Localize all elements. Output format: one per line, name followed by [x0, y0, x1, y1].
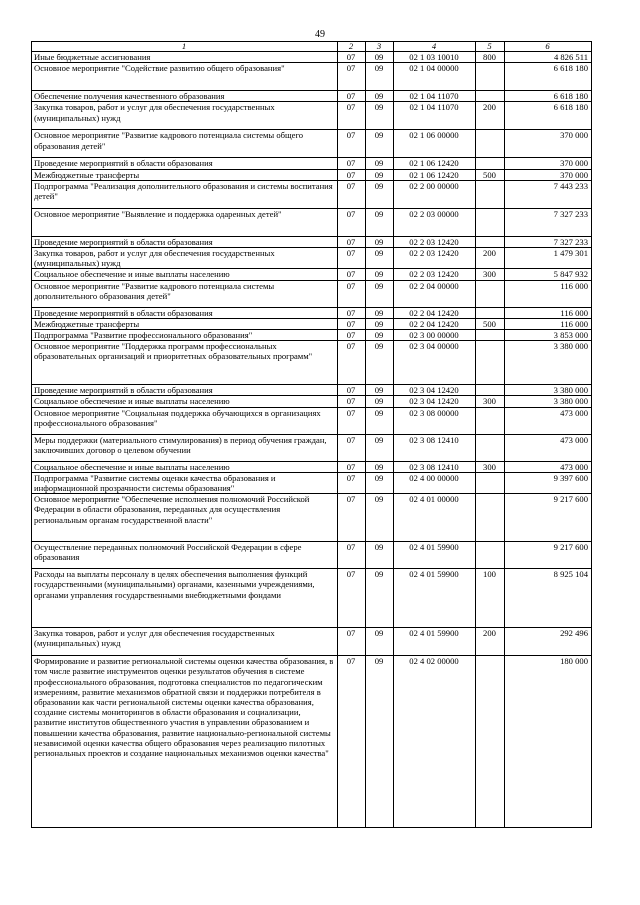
row-c3-cell: 09: [366, 307, 394, 318]
row-c2-cell: 07: [338, 52, 366, 63]
row-c5-cell: [476, 656, 505, 828]
row-c4-cell: 02 2 04 00000: [394, 280, 476, 307]
row-name-cell: Подпрограмма "Развитие системы оценки качества образования и информационной прозрачности системы образования": [32, 472, 338, 493]
row-name-cell: Проведение мероприятий в области образования: [32, 236, 338, 247]
row-name-cell: Основное мероприятие "Поддержка программ профессиональных образовательных организаций и приоритетных образовательных программ": [32, 341, 338, 385]
row-c5-cell: 200: [476, 102, 505, 130]
row-c5-cell: 200: [476, 248, 505, 269]
table-row: [32, 628, 592, 656]
table-row: [32, 248, 592, 269]
row-c5-cell: 300: [476, 269, 505, 280]
row-c5-cell: 100: [476, 569, 505, 628]
row-name-cell: Основное мероприятие "Социальная поддержка обучающихся в организациях профессионального образования": [32, 407, 338, 434]
row-c2-cell: 07: [338, 396, 366, 407]
row-name-cell: Меры поддержки (материального стимулирования) в период обучения граждан, заключивших договор о целевом обучении: [32, 434, 338, 461]
row-name-cell: Закупка товаров, работ и услуг для обеспечения государственных (муниципальных) нужд: [32, 628, 338, 656]
row-c2-cell: 07: [338, 102, 366, 130]
row-name-cell: Проведение мероприятий в области образования: [32, 307, 338, 318]
row-c2-cell: 07: [338, 169, 366, 180]
table-row: [32, 396, 592, 407]
table-row: [32, 434, 592, 461]
table-row: [32, 102, 592, 130]
row-c6-cell: 370 000: [505, 130, 592, 158]
row-c3-cell: 09: [366, 494, 394, 542]
header-cell: 3: [366, 42, 394, 52]
row-name-cell: Основное мероприятие "Выявление и поддержка одаренных детей": [32, 208, 338, 236]
row-c6-cell: 473 000: [505, 434, 592, 461]
row-c4-cell: 02 1 06 12420: [394, 169, 476, 180]
row-c6-cell: 3 853 000: [505, 330, 592, 341]
row-c6-cell: 8 925 104: [505, 569, 592, 628]
row-name-cell: Социальное обеспечение и иные выплаты населению: [32, 461, 338, 472]
row-c2-cell: 07: [338, 434, 366, 461]
row-c6-cell: 473 000: [505, 407, 592, 434]
row-c6-cell: 292 496: [505, 628, 592, 656]
row-c4-cell: 02 2 03 00000: [394, 208, 476, 236]
row-c5-cell: [476, 407, 505, 434]
row-c2-cell: 07: [338, 385, 366, 396]
row-name-cell: Подпрограмма "Развитие профессионального образования": [32, 330, 338, 341]
row-c5-cell: [476, 307, 505, 318]
table-row: [32, 269, 592, 280]
row-c5-cell: [476, 130, 505, 158]
row-c6-cell: 4 826 511: [505, 52, 592, 63]
row-c6-cell: 180 000: [505, 656, 592, 828]
row-c5-cell: 200: [476, 628, 505, 656]
row-c2-cell: 07: [338, 494, 366, 542]
row-name-cell: Социальное обеспечение и иные выплаты населению: [32, 269, 338, 280]
row-c6-cell: 1 479 301: [505, 248, 592, 269]
row-c5-cell: [476, 280, 505, 307]
row-c6-cell: 3 380 000: [505, 341, 592, 385]
row-c6-cell: 9 217 600: [505, 542, 592, 569]
row-c4-cell: 02 4 01 59900: [394, 628, 476, 656]
row-c2-cell: 07: [338, 236, 366, 247]
row-name-cell: Расходы на выплаты персоналу в целях обеспечения выполнения функций государственными (муниципальными) органами, казенными учреждениями, органами управления государственными внебюджетными фондами: [32, 569, 338, 628]
row-c2-cell: 07: [338, 341, 366, 385]
row-c3-cell: 09: [366, 158, 394, 169]
table-row: [32, 656, 592, 828]
row-c4-cell: 02 1 04 00000: [394, 63, 476, 91]
row-c6-cell: 6 618 180: [505, 91, 592, 102]
row-c4-cell: 02 3 08 12410: [394, 461, 476, 472]
row-c3-cell: 09: [366, 91, 394, 102]
row-c5-cell: [476, 494, 505, 542]
row-name-cell: Основное мероприятие "Развитие кадрового потенциала системы общего образования детей": [32, 130, 338, 158]
table-row: [32, 180, 592, 208]
row-c2-cell: 07: [338, 307, 366, 318]
row-c2-cell: 07: [338, 656, 366, 828]
table-row: [32, 542, 592, 569]
table-row: [32, 169, 592, 180]
row-c6-cell: 9 397 600: [505, 472, 592, 493]
table-header-row: [32, 42, 592, 52]
row-c6-cell: 5 847 932: [505, 269, 592, 280]
row-c6-cell: 3 380 000: [505, 396, 592, 407]
row-c4-cell: 02 3 04 12420: [394, 396, 476, 407]
row-c4-cell: 02 2 04 12420: [394, 318, 476, 329]
row-c6-cell: 7 327 233: [505, 208, 592, 236]
row-c2-cell: 07: [338, 91, 366, 102]
table-row: [32, 318, 592, 329]
row-c5-cell: [476, 385, 505, 396]
header-cell: 2: [338, 42, 366, 52]
row-c2-cell: 07: [338, 542, 366, 569]
row-c5-cell: [476, 330, 505, 341]
row-name-cell: Закупка товаров, работ и услуг для обеспечения государственных (муниципальных) нужд: [32, 102, 338, 130]
row-name-cell: Иные бюджетные ассигнования: [32, 52, 338, 63]
row-c6-cell: 370 000: [505, 158, 592, 169]
row-c3-cell: 09: [366, 180, 394, 208]
row-name-cell: Подпрограмма "Реализация дополнительного образования и системы воспитания детей": [32, 180, 338, 208]
row-c5-cell: [476, 63, 505, 91]
row-c6-cell: 7 327 233: [505, 236, 592, 247]
row-c5-cell: 300: [476, 461, 505, 472]
row-c4-cell: 02 3 08 12410: [394, 434, 476, 461]
row-c4-cell: 02 1 03 10010: [394, 52, 476, 63]
row-c4-cell: 02 1 04 11070: [394, 102, 476, 130]
table-row: [32, 307, 592, 318]
row-c4-cell: 02 3 08 00000: [394, 407, 476, 434]
row-c2-cell: 07: [338, 269, 366, 280]
row-c5-cell: [476, 542, 505, 569]
row-c3-cell: 09: [366, 434, 394, 461]
table-row: [32, 569, 592, 628]
table-row: [32, 385, 592, 396]
page-number: 49: [315, 29, 325, 40]
row-c4-cell: 02 4 00 00000: [394, 472, 476, 493]
row-c4-cell: 02 2 04 12420: [394, 307, 476, 318]
row-c3-cell: 09: [366, 280, 394, 307]
table-row: [32, 280, 592, 307]
row-c4-cell: 02 2 03 12420: [394, 248, 476, 269]
row-c3-cell: 09: [366, 472, 394, 493]
table-row: [32, 341, 592, 385]
row-c3-cell: 09: [366, 461, 394, 472]
row-c5-cell: [476, 434, 505, 461]
table-row: [32, 407, 592, 434]
row-c4-cell: 02 1 04 11070: [394, 91, 476, 102]
header-cell: 4: [394, 42, 476, 52]
row-c3-cell: 09: [366, 330, 394, 341]
row-c2-cell: 07: [338, 280, 366, 307]
row-c6-cell: 7 443 233: [505, 180, 592, 208]
row-c3-cell: 09: [366, 407, 394, 434]
row-name-cell: Проведение мероприятий в области образования: [32, 158, 338, 169]
row-c2-cell: 07: [338, 63, 366, 91]
row-c5-cell: 500: [476, 169, 505, 180]
row-c2-cell: 07: [338, 569, 366, 628]
row-c4-cell: 02 3 00 00000: [394, 330, 476, 341]
row-c2-cell: 07: [338, 628, 366, 656]
table-row: [32, 330, 592, 341]
row-c3-cell: 09: [366, 130, 394, 158]
row-c6-cell: 3 380 000: [505, 385, 592, 396]
row-c3-cell: 09: [366, 656, 394, 828]
row-name-cell: Проведение мероприятий в области образования: [32, 385, 338, 396]
row-c2-cell: 07: [338, 130, 366, 158]
row-c3-cell: 09: [366, 102, 394, 130]
row-name-cell: Межбюджетные трансферты: [32, 169, 338, 180]
row-c6-cell: 9 217 600: [505, 494, 592, 542]
row-c5-cell: [476, 341, 505, 385]
row-c2-cell: 07: [338, 407, 366, 434]
table-row: [32, 52, 592, 63]
budget-table: [31, 41, 592, 828]
row-c6-cell: 370 000: [505, 169, 592, 180]
row-name-cell: Социальное обеспечение и иные выплаты населению: [32, 396, 338, 407]
row-c4-cell: 02 3 04 00000: [394, 341, 476, 385]
table-row: [32, 494, 592, 542]
row-c3-cell: 09: [366, 52, 394, 63]
row-c5-cell: 300: [476, 396, 505, 407]
row-c3-cell: 09: [366, 385, 394, 396]
row-name-cell: Основное мероприятие "Содействие развитию общего образования": [32, 63, 338, 91]
row-c4-cell: 02 3 04 12420: [394, 385, 476, 396]
row-c3-cell: 09: [366, 542, 394, 569]
row-name-cell: Осуществление переданных полномочий Российской Федерации в сфере образования: [32, 542, 338, 569]
row-c4-cell: 02 2 03 12420: [394, 269, 476, 280]
row-c2-cell: 07: [338, 461, 366, 472]
row-c4-cell: 02 2 03 12420: [394, 236, 476, 247]
row-c4-cell: 02 1 06 00000: [394, 130, 476, 158]
row-c2-cell: 07: [338, 330, 366, 341]
row-c4-cell: 02 4 01 00000: [394, 494, 476, 542]
row-c2-cell: 07: [338, 472, 366, 493]
row-c3-cell: 09: [366, 63, 394, 91]
row-c4-cell: 02 4 01 59900: [394, 542, 476, 569]
row-c2-cell: 07: [338, 318, 366, 329]
row-c5-cell: [476, 472, 505, 493]
row-name-cell: Межбюджетные трансферты: [32, 318, 338, 329]
row-c3-cell: 09: [366, 628, 394, 656]
row-c6-cell: 6 618 180: [505, 102, 592, 130]
table-row: [32, 208, 592, 236]
row-c6-cell: 116 000: [505, 307, 592, 318]
row-c4-cell: 02 4 01 59900: [394, 569, 476, 628]
row-name-cell: Формирование и развитие региональной системы оценки качества образования, в том числе развитие инструментов оценки результатов обучения в системе профессионального образования, подготовка специалистов по педагогическим измерениям, развитие механизмов обратной связи и поддержки потребителя в образовании как части региональной системы оценки качества образования, создание системы мониторингов в области образования и социализации, развитие институтов общественного участия в управлении образованием и повышении качества образования, развитие национально-региональной системы независимой оценки качества общего образования через реализацию пилотных региональных проектов и создание национальных механизмов оценки качества": [32, 656, 338, 828]
table-row: [32, 91, 592, 102]
row-c4-cell: 02 2 00 00000: [394, 180, 476, 208]
row-c3-cell: 09: [366, 269, 394, 280]
row-c5-cell: [476, 208, 505, 236]
row-name-cell: Основное мероприятие "Развитие кадрового потенциала системы дополнительного образования детей": [32, 280, 338, 307]
row-c2-cell: 07: [338, 248, 366, 269]
header-cell: 6: [505, 42, 592, 52]
row-name-cell: Обеспечение получения качественного образования: [32, 91, 338, 102]
table-row: [32, 130, 592, 158]
row-c5-cell: [476, 158, 505, 169]
row-c6-cell: 116 000: [505, 280, 592, 307]
row-c4-cell: 02 1 06 12420: [394, 158, 476, 169]
row-c2-cell: 07: [338, 158, 366, 169]
row-c2-cell: 07: [338, 208, 366, 236]
row-c6-cell: 116 000: [505, 318, 592, 329]
row-c3-cell: 09: [366, 318, 394, 329]
table-row: [32, 158, 592, 169]
table-row: [32, 63, 592, 91]
row-name-cell: Закупка товаров, работ и услуг для обеспечения государственных (муниципальных) нужд: [32, 248, 338, 269]
row-c5-cell: 500: [476, 318, 505, 329]
row-c3-cell: 09: [366, 208, 394, 236]
row-c3-cell: 09: [366, 248, 394, 269]
table-row: [32, 236, 592, 247]
table-row: [32, 472, 592, 493]
row-c3-cell: 09: [366, 569, 394, 628]
row-c5-cell: [476, 91, 505, 102]
row-c3-cell: 09: [366, 236, 394, 247]
header-cell: 1: [32, 42, 338, 52]
row-c6-cell: 6 618 180: [505, 63, 592, 91]
row-name-cell: Основное мероприятие "Обеспечение исполнения полномочий Российской Федерации в области образования, переданных для осуществления региональным органам государственной власти": [32, 494, 338, 542]
row-c5-cell: [476, 236, 505, 247]
table-row: [32, 461, 592, 472]
header-cell: 5: [476, 42, 505, 52]
row-c6-cell: 473 000: [505, 461, 592, 472]
row-c4-cell: 02 4 02 00000: [394, 656, 476, 828]
row-c3-cell: 09: [366, 396, 394, 407]
row-c3-cell: 09: [366, 169, 394, 180]
row-c3-cell: 09: [366, 341, 394, 385]
row-c2-cell: 07: [338, 180, 366, 208]
row-c5-cell: [476, 180, 505, 208]
row-c5-cell: 800: [476, 52, 505, 63]
